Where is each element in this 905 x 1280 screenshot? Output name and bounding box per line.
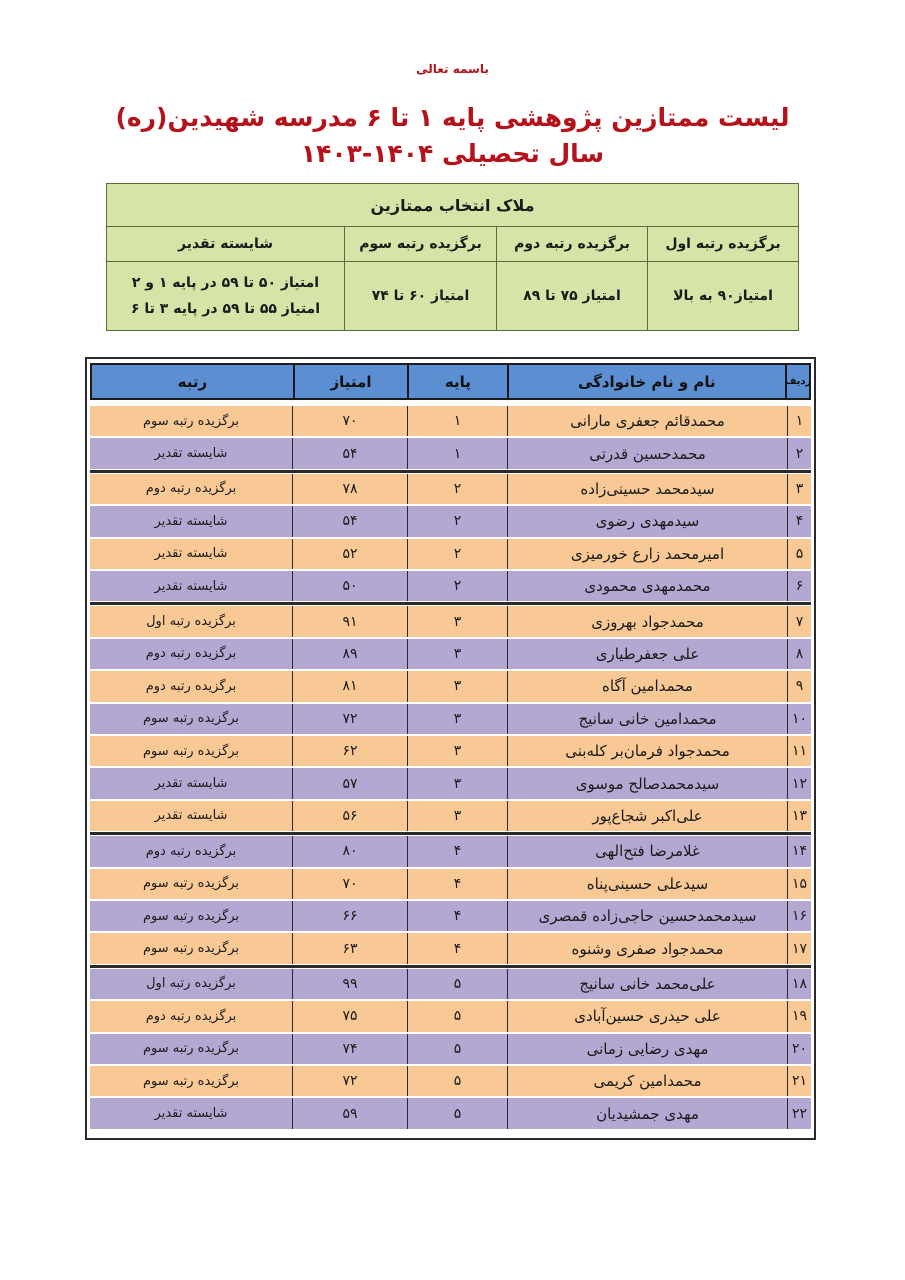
criteria-table [106,183,799,331]
title-line-2: سال تحصیلی ۱۴۰۴-۱۴۰۳ [300,139,605,168]
table-row [90,736,811,767]
cell-idx: ۸ [787,639,811,669]
table-row [90,406,811,437]
cell-idx: ۵ [787,539,811,569]
cell-score: ۸۹ [292,639,407,669]
cell-name: محمدمهدی محمودی [507,571,787,601]
cell-grade: ۳ [407,671,507,701]
cell-rank: شایسته تقدیر [154,808,228,824]
cell-idx: ۱۸ [787,969,811,999]
cell-grade: ۲ [407,506,507,536]
cell-score: ۵۴ [292,506,407,536]
table-row [90,1066,811,1097]
criteria-label-third: برگزیده رتبه سوم [345,227,497,262]
table-row [90,1001,811,1032]
header-rank: رتبه [177,372,208,391]
cell-name: علی جعفرطیاری [507,639,787,669]
table-row [90,869,811,900]
cell-grade: ۳ [407,704,507,734]
group-separator [90,832,811,835]
group-separator [90,470,811,473]
cell-score: ۷۰ [292,406,407,436]
cell-rank: شایسته تقدیر [154,513,228,529]
cell-score: ۶۶ [292,901,407,931]
cell-score: ۶۲ [292,736,407,766]
cell-rank: برگزیده رتبه دوم [145,843,237,859]
cell-score: ۷۸ [292,474,407,504]
cell-name: سیدمحمدحسین حاجی‌زاده قمصری [507,901,787,931]
table-row [90,474,811,505]
cell-name: محمدجواد صفری وشنوه [507,933,787,963]
table-row [90,704,811,735]
cell-idx: ۱۷ [787,933,811,963]
cell-idx: ۱۲ [787,768,811,798]
cell-name: علی‌اکبر شجاع‌پور [507,801,787,831]
cell-grade: ۱ [407,406,507,436]
cell-idx: ۱۱ [787,736,811,766]
table-row [90,639,811,670]
criteria-heading: ملاک انتخاب ممتازین [107,184,799,227]
cell-grade: ۲ [407,474,507,504]
cell-rank: برگزیده رتبه سوم [142,908,240,924]
cell-score: ۷۲ [292,1066,407,1096]
cell-idx: ۲ [787,438,811,468]
cell-score: ۵۹ [292,1098,407,1128]
cell-rank: شایسته تقدیر [154,446,228,462]
cell-score: ۹۱ [292,606,407,636]
criteria-value-third: امتیاز ۶۰ تا ۷۴ [345,262,497,331]
table-row [90,506,811,537]
header-idx: ردیف [785,365,809,398]
cell-grade: ۴ [407,901,507,931]
cell-rank: برگزیده رتبه سوم [142,876,240,892]
cell-rank: برگزیده رتبه دوم [145,678,237,694]
cell-idx: ۷ [787,606,811,636]
title-line-1: لیست ممتازین پژوهشی پایه ۱ تا ۶ مدرسه شهیدین(ره) [115,103,790,132]
table-row [90,933,811,964]
cell-grade: ۴ [407,933,507,963]
cell-grade: ۴ [407,836,507,866]
group-separator [90,602,811,605]
cell-name: سیدعلی حسینی‌پناه [507,869,787,899]
cell-grade: ۴ [407,869,507,899]
cell-rank: برگزیده رتبه سوم [142,1073,240,1089]
cell-score: ۵۷ [292,768,407,798]
table-row [90,671,811,702]
cell-grade: ۳ [407,606,507,636]
table-row [90,1034,811,1065]
cell-name: امیرمحمد زارع خورمیزی [507,539,787,569]
cell-idx: ۱ [787,406,811,436]
cell-rank: برگزیده رتبه سوم [142,711,240,727]
table-row [90,901,811,932]
cell-name: محمدجواد بهروزی [507,606,787,636]
cell-idx: ۱۳ [787,801,811,831]
cell-rank: برگزیده رتبه دوم [145,1008,237,1024]
page-title [0,100,905,172]
cell-idx: ۱۴ [787,836,811,866]
cell-idx: ۲۰ [787,1034,811,1064]
cell-rank: شایسته تقدیر [154,776,228,792]
cell-name: محمدامین آگاه [507,671,787,701]
cell-score: ۹۹ [292,969,407,999]
cell-name: مهدی جمشیدیان [507,1098,787,1128]
criteria-label-commendation: شایسته تقدیر [107,227,345,262]
header-grade: پایه [407,365,506,398]
cell-grade: ۵ [407,1001,507,1031]
table-row [90,836,811,867]
header-score: امتیاز [293,365,407,398]
cell-score: ۷۵ [292,1001,407,1031]
cell-score: ۸۱ [292,671,407,701]
group-separator [90,965,811,968]
table-row [90,768,811,799]
cell-grade: ۳ [407,801,507,831]
cell-score: ۵۴ [292,438,407,468]
cell-rank: برگزیده رتبه دوم [145,646,237,662]
criteria-value-commendation-line2: امتیاز ۵۵ تا ۵۹ در پایه ۳ تا ۶ [130,301,321,317]
cell-idx: ۱۵ [787,869,811,899]
cell-grade: ۵ [407,1034,507,1064]
cell-grade: ۱ [407,438,507,468]
cell-name: محمدامین کریمی [507,1066,787,1096]
cell-rank: برگزیده رتبه سوم [142,1041,240,1057]
cell-name: محمدحسین قدرتی [507,438,787,468]
cell-rank: برگزیده رتبه سوم [142,941,240,957]
cell-score: ۷۲ [292,704,407,734]
cell-rank: برگزیده رتبه دوم [145,481,237,497]
cell-score: ۶۳ [292,933,407,963]
cell-name: علی‌محمد خانی سانیج [507,969,787,999]
table-row [90,969,811,1000]
cell-name: محمدجواد فرمان‌بر کله‌بنی [507,736,787,766]
criteria-value-commendation [107,262,345,331]
table-row [90,606,811,637]
cell-grade: ۲ [407,539,507,569]
table-row [90,539,811,570]
cell-rank: شایسته تقدیر [154,1106,228,1122]
cell-grade: ۵ [407,969,507,999]
cell-score: ۵۲ [292,539,407,569]
cell-idx: ۶ [787,571,811,601]
cell-grade: ۵ [407,1098,507,1128]
criteria-label-second: برگزیده رتبه دوم [497,227,648,262]
cell-rank: برگزیده رتبه اول [146,614,236,630]
cell-rank: برگزیده رتبه سوم [142,413,240,429]
cell-rank: برگزیده رتبه سوم [142,743,240,759]
cell-score: ۷۴ [292,1034,407,1064]
cell-rank: برگزیده رتبه اول [146,976,236,992]
cell-name: مهدی رضایی زمانی [507,1034,787,1064]
criteria-value-commendation-line1: امتیاز ۵۰ تا ۵۹ در پایه ۱ و ۲ [131,275,320,291]
cell-grade: ۲ [407,571,507,601]
results-table-header [90,363,811,400]
cell-name: سیدمهدی رضوی [507,506,787,536]
header-name: نام و نام خانوادگی [507,365,785,398]
cell-idx: ۹ [787,671,811,701]
cell-idx: ۲۱ [787,1066,811,1096]
cell-idx: ۱۰ [787,704,811,734]
cell-name: سیدمحمد حسینی‌زاده [507,474,787,504]
cell-idx: ۱۶ [787,901,811,931]
table-row [90,438,811,469]
invocation-text: باسمه تعالی [416,62,489,76]
table-row [90,1098,811,1129]
cell-rank: شایسته تقدیر [154,578,228,594]
cell-idx: ۴ [787,506,811,536]
cell-rank: شایسته تقدیر [154,546,228,562]
cell-grade: ۳ [407,736,507,766]
table-row [90,571,811,602]
cell-name: محمدامین خانی سانیج [507,704,787,734]
cell-score: ۸۰ [292,836,407,866]
cell-score: ۵۶ [292,801,407,831]
criteria-label-first: برگزیده رتبه اول [648,227,799,262]
cell-grade: ۳ [407,639,507,669]
cell-idx: ۲۲ [787,1098,811,1128]
criteria-value-second: امتیاز ۷۵ تا ۸۹ [497,262,648,331]
cell-score: ۷۰ [292,869,407,899]
criteria-value-first: امتیاز۹۰ به بالا [648,262,799,331]
table-row [90,801,811,832]
cell-name: علی حیدری حسین‌آبادی [507,1001,787,1031]
cell-grade: ۳ [407,768,507,798]
cell-name: محمدقائم جعفری مارانی [507,406,787,436]
cell-grade: ۵ [407,1066,507,1096]
cell-idx: ۱۹ [787,1001,811,1031]
cell-idx: ۳ [787,474,811,504]
cell-name: سیدمحمدصالح موسوی [507,768,787,798]
cell-name: غلامرضا فتح‌الهی [507,836,787,866]
cell-score: ۵۰ [292,571,407,601]
